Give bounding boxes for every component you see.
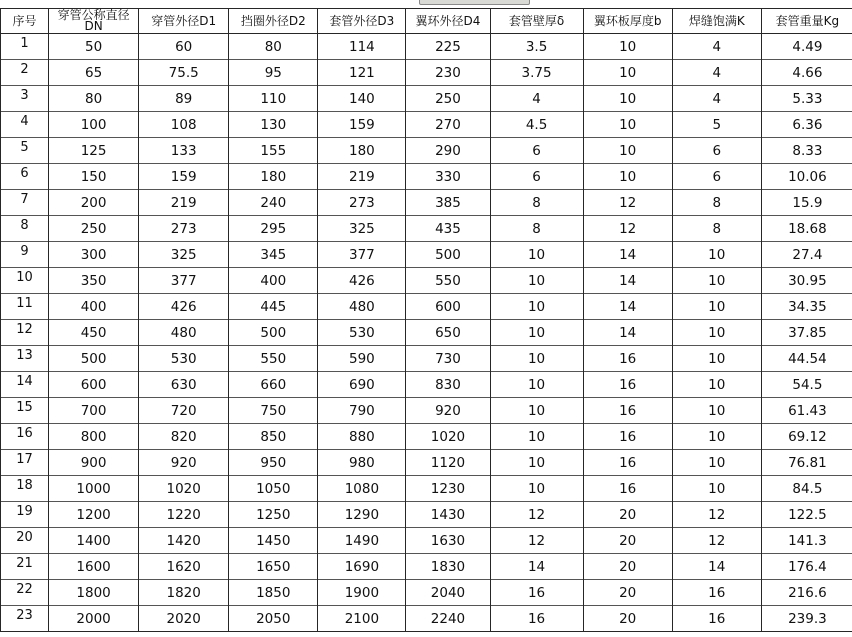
table-cell: 1490 [318,528,406,554]
table-cell: 10 [672,398,761,424]
table-cell: 10 [490,450,583,476]
row-number-cell: 12 [1,320,49,346]
table-cell: 176.4 [761,554,852,580]
table-cell: 445 [229,294,318,320]
table-cell: 6 [672,164,761,190]
table-cell: 44.54 [761,346,852,372]
table-row [1,86,852,112]
row-number-cell: 22 [1,580,49,606]
table-row [1,268,852,294]
table-cell: 590 [318,346,406,372]
table-cell: 4 [672,60,761,86]
table-cell: 500 [229,320,318,346]
row-number-cell: 2 [1,60,49,86]
header-row [1,9,852,34]
table-row [1,476,852,502]
table-row [1,528,852,554]
table-cell: 1650 [229,554,318,580]
table-cell: 920 [139,450,229,476]
table-cell: 377 [318,242,406,268]
table-cell: 8.33 [761,138,852,164]
table-cell: 10 [583,138,672,164]
table-cell: 1690 [318,554,406,580]
column-header: 套管重量Kg [761,9,852,34]
table-cell: 75.5 [139,60,229,86]
table-cell: 290 [406,138,490,164]
table-cell: 200 [49,190,139,216]
table-cell: 12 [583,190,672,216]
table-cell: 133 [139,138,229,164]
table-cell: 54.5 [761,372,852,398]
table-cell: 14 [583,320,672,346]
column-header: 套管壁厚δ [490,9,583,34]
column-header: 穿管外径D1 [139,9,229,34]
table-cell: 34.35 [761,294,852,320]
table-cell: 2020 [139,606,229,632]
table-cell: 295 [229,216,318,242]
table-cell: 1400 [49,528,139,554]
row-number-cell: 6 [1,164,49,190]
pipe-sleeve-spec-table [0,8,852,632]
table-cell: 114 [318,34,406,60]
table-cell: 10 [490,398,583,424]
table-cell: 325 [318,216,406,242]
table-cell: 14 [583,242,672,268]
table-cell: 12 [490,528,583,554]
table-cell: 16 [583,398,672,424]
table-cell: 1000 [49,476,139,502]
row-number-cell: 23 [1,606,49,632]
table-cell: 239.3 [761,606,852,632]
row-number-cell: 9 [1,242,49,268]
table-cell: 10 [490,242,583,268]
table-cell: 730 [406,346,490,372]
table-cell: 12 [583,216,672,242]
table-cell: 6 [490,138,583,164]
table-cell: 330 [406,164,490,190]
table-cell: 10 [672,476,761,502]
table-cell: 14 [490,554,583,580]
table-cell: 325 [139,242,229,268]
table-cell: 480 [139,320,229,346]
table-cell: 4 [490,86,583,112]
table-cell: 790 [318,398,406,424]
table-cell: 12 [672,528,761,554]
table-cell: 10 [672,242,761,268]
table-cell: 180 [229,164,318,190]
column-header: 焊缝饱满K [672,9,761,34]
table-cell: 650 [406,320,490,346]
table-cell: 10 [672,450,761,476]
table-row [1,580,852,606]
table-cell: 400 [49,294,139,320]
row-number-cell: 18 [1,476,49,502]
table-cell: 270 [406,112,490,138]
table-cell: 12 [672,502,761,528]
table-cell: 273 [318,190,406,216]
table-cell: 20 [583,528,672,554]
table-cell: 130 [229,112,318,138]
table-cell: 426 [318,268,406,294]
table-cell: 1290 [318,502,406,528]
table-cell: 4.5 [490,112,583,138]
table-cell: 2050 [229,606,318,632]
column-header: 翼环板厚度b [583,9,672,34]
table-cell: 800 [49,424,139,450]
table-cell: 850 [229,424,318,450]
table-cell: 6 [672,138,761,164]
table-cell: 920 [406,398,490,424]
table-cell: 660 [229,372,318,398]
row-number-cell: 7 [1,190,49,216]
table-cell: 900 [49,450,139,476]
table-cell: 69.12 [761,424,852,450]
table-cell: 10 [672,268,761,294]
table-cell: 84.5 [761,476,852,502]
table-cell: 14 [672,554,761,580]
table-cell: 61.43 [761,398,852,424]
table-cell: 950 [229,450,318,476]
table-cell: 250 [49,216,139,242]
table-cell: 10 [490,346,583,372]
table-cell: 219 [139,190,229,216]
table-cell: 10 [583,34,672,60]
table-row [1,112,852,138]
table-cell: 426 [139,294,229,320]
table-cell: 700 [49,398,139,424]
table-cell: 76.81 [761,450,852,476]
table-cell: 880 [318,424,406,450]
table-cell: 830 [406,372,490,398]
table-cell: 16 [490,580,583,606]
table-cell: 159 [139,164,229,190]
table-cell: 10 [490,424,583,450]
table-row [1,242,852,268]
table-cell: 600 [49,372,139,398]
table-cell: 1020 [139,476,229,502]
table-cell: 1900 [318,580,406,606]
table-cell: 630 [139,372,229,398]
table-cell: 1200 [49,502,139,528]
table-cell: 1620 [139,554,229,580]
table-cell: 500 [406,242,490,268]
table-cell: 16 [672,580,761,606]
row-number-cell: 15 [1,398,49,424]
table-cell: 5.33 [761,86,852,112]
table-cell: 300 [49,242,139,268]
table-cell: 121 [318,60,406,86]
table-cell: 10.06 [761,164,852,190]
row-number-cell: 5 [1,138,49,164]
table-cell: 10 [583,86,672,112]
table-cell: 216.6 [761,580,852,606]
table-cell: 50 [49,34,139,60]
table-cell: 6 [490,164,583,190]
table-cell: 16 [672,606,761,632]
column-header: 套管外径D3 [318,9,406,34]
table-cell: 1120 [406,450,490,476]
row-number-cell: 16 [1,424,49,450]
table-cell: 530 [318,320,406,346]
table-cell: 108 [139,112,229,138]
table-cell: 400 [229,268,318,294]
table-cell: 16 [583,476,672,502]
table-cell: 159 [318,112,406,138]
table-cell: 155 [229,138,318,164]
table-cell: 3.75 [490,60,583,86]
table-cell: 720 [139,398,229,424]
table-cell: 1020 [406,424,490,450]
table-cell: 80 [49,86,139,112]
table-cell: 600 [406,294,490,320]
table-cell: 2040 [406,580,490,606]
table-cell: 1820 [139,580,229,606]
table-cell: 12 [490,502,583,528]
table-cell: 2100 [318,606,406,632]
table-cell: 125 [49,138,139,164]
table-cell: 10 [583,60,672,86]
table-row [1,190,852,216]
table-row [1,450,852,476]
table-row [1,606,852,632]
table-cell: 1800 [49,580,139,606]
table-cell: 10 [672,372,761,398]
table-cell: 20 [583,502,672,528]
table-cell: 10 [490,294,583,320]
table-cell: 10 [490,320,583,346]
table-cell: 6.36 [761,112,852,138]
row-number-cell: 1 [1,34,49,60]
table-cell: 1080 [318,476,406,502]
table-cell: 225 [406,34,490,60]
table-cell: 15.9 [761,190,852,216]
row-number-cell: 20 [1,528,49,554]
table-cell: 273 [139,216,229,242]
table-cell: 14 [583,268,672,294]
table-cell: 385 [406,190,490,216]
table-cell: 1450 [229,528,318,554]
column-header: 穿管公称直径 DN [49,9,139,34]
table-row [1,398,852,424]
table-cell: 1830 [406,554,490,580]
table-header [1,9,852,34]
table-cell: 1230 [406,476,490,502]
table-cell: 89 [139,86,229,112]
table-cell: 820 [139,424,229,450]
table-row [1,320,852,346]
table-row [1,34,852,60]
table-cell: 1050 [229,476,318,502]
table-row [1,216,852,242]
table-body [1,34,852,632]
table-cell: 65 [49,60,139,86]
table-cell: 3.5 [490,34,583,60]
table-cell: 4 [672,86,761,112]
table-cell: 219 [318,164,406,190]
row-number-cell: 3 [1,86,49,112]
table-cell: 100 [49,112,139,138]
row-number-cell: 17 [1,450,49,476]
row-number-cell: 4 [1,112,49,138]
table-cell: 60 [139,34,229,60]
table-cell: 4 [672,34,761,60]
table-cell: 14 [583,294,672,320]
table-cell: 16 [583,450,672,476]
table-cell: 8 [490,190,583,216]
table-cell: 690 [318,372,406,398]
table-cell: 16 [490,606,583,632]
table-cell: 750 [229,398,318,424]
table-cell: 1420 [139,528,229,554]
table-cell: 10 [672,320,761,346]
table-cell: 30.95 [761,268,852,294]
table-cell: 80 [229,34,318,60]
table-cell: 550 [229,346,318,372]
table-row [1,346,852,372]
table-cell: 1220 [139,502,229,528]
table-cell: 1850 [229,580,318,606]
table-cell: 10 [490,372,583,398]
table-cell: 1250 [229,502,318,528]
table-cell: 10 [583,112,672,138]
table-row [1,164,852,190]
table-cell: 1630 [406,528,490,554]
table-cell: 500 [49,346,139,372]
table-cell: 150 [49,164,139,190]
table-cell: 450 [49,320,139,346]
table-cell: 180 [318,138,406,164]
table-cell: 8 [490,216,583,242]
table-cell: 10 [490,476,583,502]
table-cell: 95 [229,60,318,86]
table-cell: 8 [672,190,761,216]
table-cell: 2240 [406,606,490,632]
table-cell: 16 [583,346,672,372]
table-cell: 4.49 [761,34,852,60]
table-cell: 435 [406,216,490,242]
table-cell: 377 [139,268,229,294]
table-cell: 10 [490,268,583,294]
table-cell: 230 [406,60,490,86]
table-cell: 550 [406,268,490,294]
table-row [1,372,852,398]
cutoff-ui-fragment [419,0,530,5]
table-row [1,424,852,450]
table-cell: 27.4 [761,242,852,268]
row-number-cell: 19 [1,502,49,528]
table-cell: 16 [583,424,672,450]
table-cell: 140 [318,86,406,112]
table-cell: 2000 [49,606,139,632]
row-number-cell: 10 [1,268,49,294]
table-cell: 4.66 [761,60,852,86]
row-number-cell: 13 [1,346,49,372]
column-header: 翼环外径D4 [406,9,490,34]
table-cell: 1430 [406,502,490,528]
table-cell: 240 [229,190,318,216]
table-cell: 1600 [49,554,139,580]
table-row [1,294,852,320]
table-cell: 10 [583,164,672,190]
table-cell: 350 [49,268,139,294]
table-cell: 5 [672,112,761,138]
table-cell: 37.85 [761,320,852,346]
table-cell: 250 [406,86,490,112]
table-row [1,138,852,164]
row-number-cell: 11 [1,294,49,320]
table-row [1,502,852,528]
table-cell: 10 [672,424,761,450]
column-header: 序号 [1,9,49,34]
row-number-cell: 21 [1,554,49,580]
table-cell: 20 [583,580,672,606]
table-cell: 20 [583,554,672,580]
table-cell: 10 [672,294,761,320]
table-cell: 980 [318,450,406,476]
row-number-cell: 8 [1,216,49,242]
table-cell: 110 [229,86,318,112]
table-cell: 345 [229,242,318,268]
table-cell: 18.68 [761,216,852,242]
table-cell: 530 [139,346,229,372]
table-cell: 141.3 [761,528,852,554]
table-row [1,554,852,580]
table-cell: 16 [583,372,672,398]
row-number-cell: 14 [1,372,49,398]
table-cell: 8 [672,216,761,242]
column-header: 挡圈外径D2 [229,9,318,34]
table-row [1,60,852,86]
table-cell: 20 [583,606,672,632]
table-cell: 10 [672,346,761,372]
table-cell: 480 [318,294,406,320]
table-cell: 122.5 [761,502,852,528]
